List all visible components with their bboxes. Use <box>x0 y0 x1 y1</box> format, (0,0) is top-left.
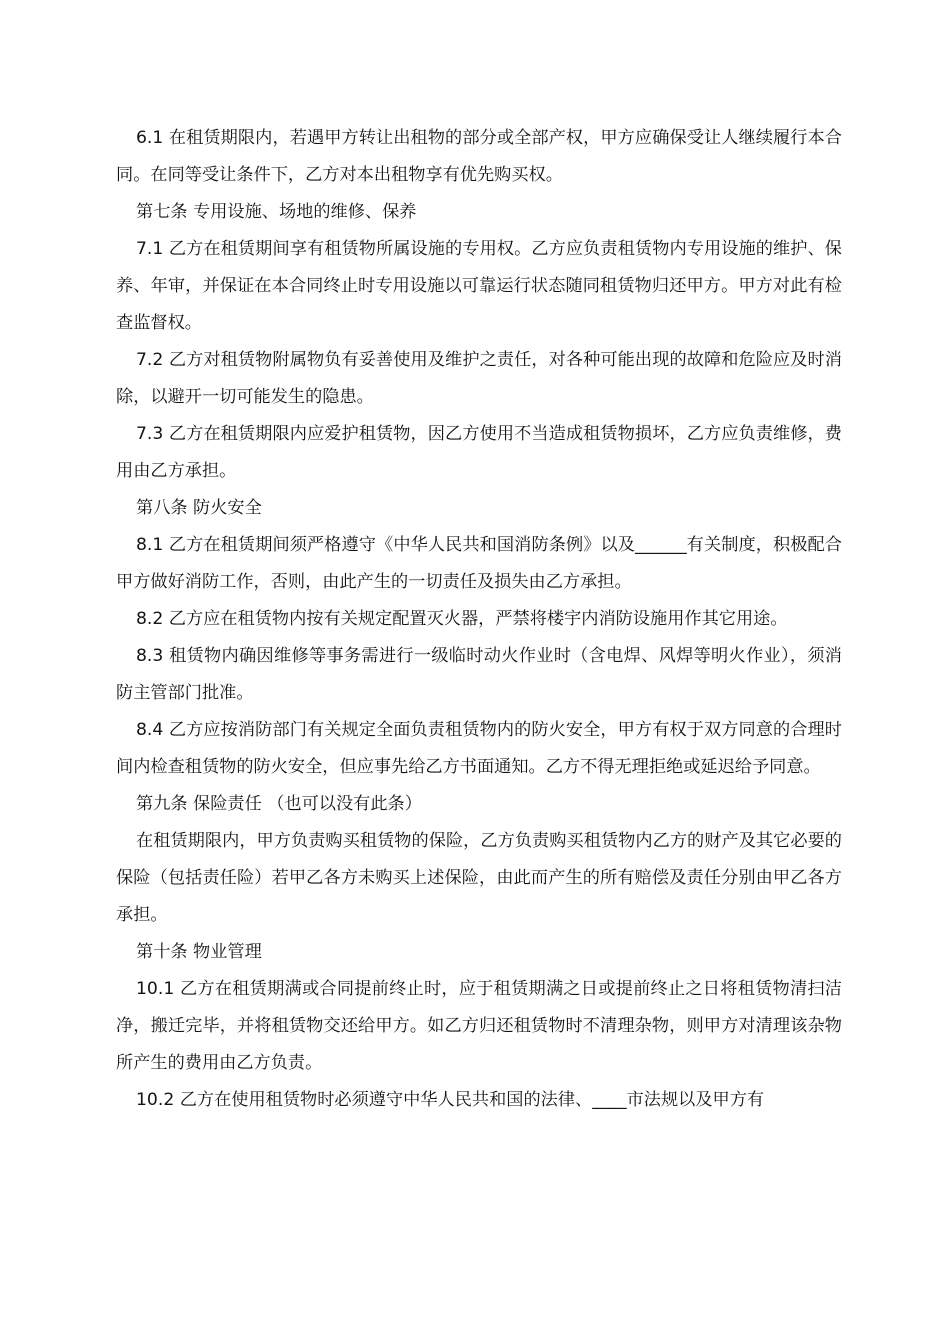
clause-8-1: 8.1 乙方在租赁期间须严格遵守《中华人民共和国消防条例》以及______有关制度，积极配合甲方做好消防工作，否则，由此产生的一切责任及损失由乙方承担。 <box>116 535 842 592</box>
clause-7-2: 7.2 乙方对租赁物附属物负有妥善使用及维护之责任，对各种可能出现的故障和危险应及时消除，以避开一切可能发生的隐患。 <box>116 350 842 407</box>
clause-8-4: 8.4 乙方应按消防部门有关规定全面负责租赁物内的防火安全，甲方有权于双方同意的合理时间内检查租赁物的防火安全，但应事先给乙方书面通知。乙方不得无理拒绝或延迟给予同意。 <box>116 720 842 777</box>
clause-7-1: 7.1 乙方在租赁期间享有租赁物所属设施的专用权。乙方应负责租赁物内专用设施的维护、保养、年审，并保证在本合同终止时专用设施以可靠运行状态随同租赁物归还甲方。甲方对此有检查监督权。 <box>116 239 842 333</box>
clause-7-3: 7.3 乙方在租赁期限内应爱护租赁物，因乙方使用不当造成租赁物损坏，乙方应负责维修，费用由乙方承担。 <box>116 424 842 481</box>
article-10-heading: 第十条 物业管理 <box>136 942 262 962</box>
article-9-heading: 第九条 保险责任 （也可以没有此条） <box>136 794 422 814</box>
clause-10-2: 10.2 乙方在使用租赁物时必须遵守中华人民共和国的法律、____市法规以及甲方有 <box>136 1090 765 1110</box>
article-8-heading: 第八条 防火安全 <box>136 498 262 518</box>
document-page <box>116 120 842 1119</box>
clause-10-1: 10.1 乙方在租赁期满或合同提前终止时，应于租赁期满之日或提前终止之日将租赁物清扫洁净，搬迁完毕，并将租赁物交还给甲方。如乙方归还租赁物时不清理杂物，则甲方对清理该杂物所产生的费用由乙方负责。 <box>116 979 842 1073</box>
article-7-heading: 第七条 专用设施、场地的维修、保养 <box>136 202 417 222</box>
clause-9-body: 在租赁期限内，甲方负责购买租赁物的保险，乙方负责购买租赁物内乙方的财产及其它必要的保险（包括责任险）若甲乙各方未购买上述保险，由此而产生的所有赔偿及责任分别由甲乙各方承担。 <box>116 831 842 925</box>
clause-8-3: 8.3 租赁物内确因维修等事务需进行一级临时动火作业时（含电焊、风焊等明火作业），须消防主管部门批准。 <box>116 646 842 703</box>
clause-6-1: 6.1 在租赁期限内，若遇甲方转让出租物的部分或全部产权，甲方应确保受让人继续履行本合同。在同等受让条件下，乙方对本出租物享有优先购买权。 <box>116 128 842 185</box>
clause-8-2: 8.2 乙方应在租赁物内按有关规定配置灭火器，严禁将楼宇内消防设施用作其它用途。 <box>136 609 788 629</box>
